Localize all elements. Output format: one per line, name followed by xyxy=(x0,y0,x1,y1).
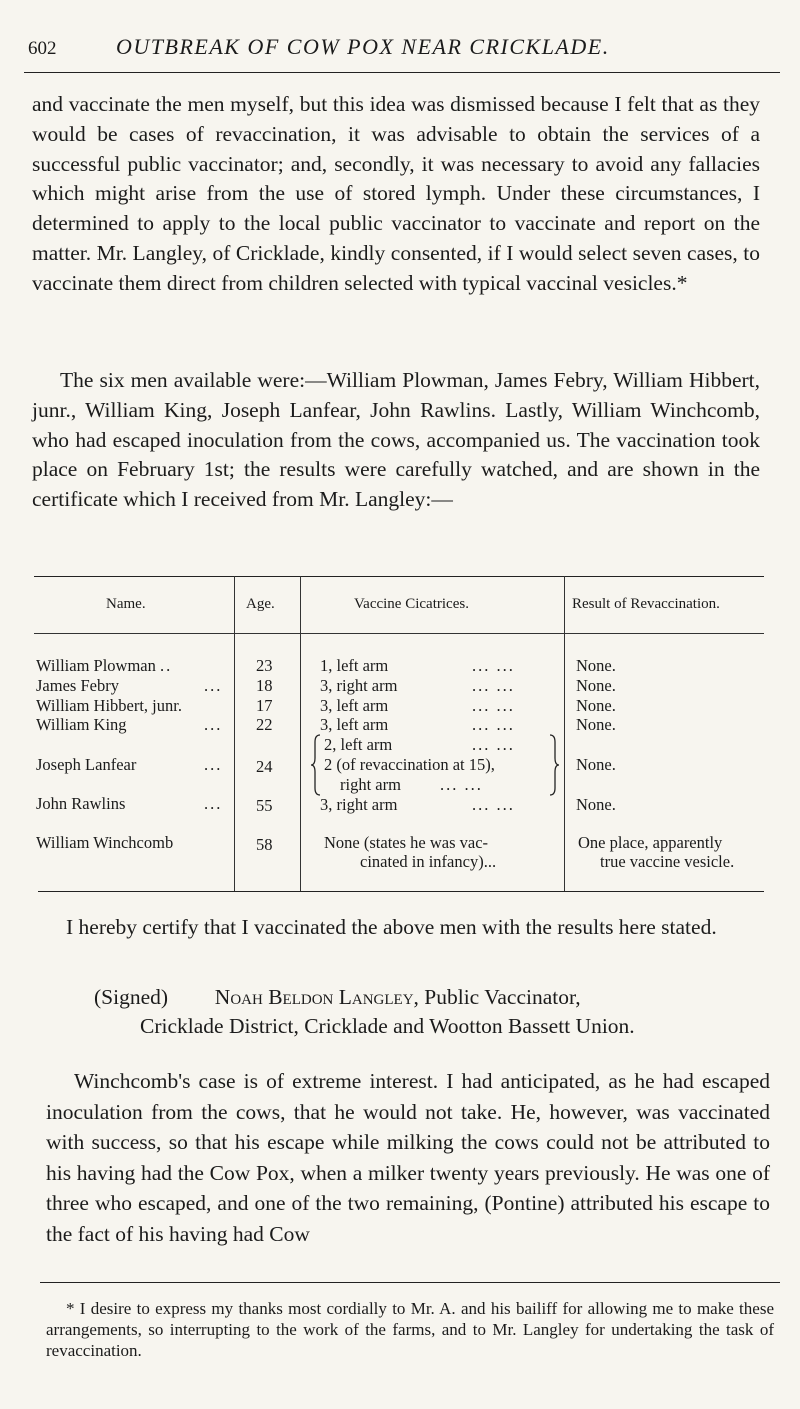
signed-label: (Signed) xyxy=(94,985,169,1009)
footnote-text: * I desire to express my thanks most cordially to Mr. A. and his bailiff for allowing me to make these arrangements, so interrupting to the work of the farms, and to Mr. Langley for undertaking the task of revaccination. xyxy=(46,1299,774,1360)
table-bottom-rule xyxy=(38,891,764,892)
left-brace-icon xyxy=(310,734,322,796)
name-leader-dots: ... xyxy=(204,755,223,774)
name-text: William Hibbert, junr. xyxy=(36,696,182,715)
table-row-result: None. xyxy=(576,676,616,695)
revaccination-table xyxy=(34,576,764,894)
cicatrices-text: 3, right arm xyxy=(320,795,398,814)
name-leader-dots: ... xyxy=(204,794,223,813)
right-brace-icon xyxy=(548,734,560,796)
cicatrices-text: right arm xyxy=(340,775,401,794)
name-text: William King xyxy=(36,715,127,734)
table-row-age: 18 xyxy=(256,676,273,695)
cicatrices-text: 2, left arm xyxy=(324,735,393,754)
cicatrices-leader-dots: ... ... xyxy=(472,696,515,715)
cicatrices-leader-dots: ... ... xyxy=(472,795,515,814)
table-row-age: 17 xyxy=(256,696,273,715)
paragraph-3 xyxy=(46,1066,770,1249)
table-row-cicatrices xyxy=(320,676,515,695)
cicatrices-text: 1, left arm xyxy=(320,656,389,675)
table-row-cicatrices xyxy=(320,656,515,675)
name-leader-dots: ... xyxy=(204,676,223,695)
signatory-name: Noah Beldon Langley, xyxy=(214,985,419,1009)
table-row-result-line2: true vaccine vesicle. xyxy=(600,852,735,871)
footnote xyxy=(46,1298,774,1361)
certify-text: I hereby certify that I vaccinated the above men with the results here stated. xyxy=(66,915,717,939)
table-row-result: None. xyxy=(576,755,616,774)
header-rule xyxy=(24,72,780,73)
page-header xyxy=(24,30,760,70)
table-row-age: 23 xyxy=(256,656,273,675)
column-divider xyxy=(564,576,565,891)
table-row-result: None. xyxy=(576,656,616,675)
table-row-name xyxy=(36,676,223,695)
cicatrices-leader-dots: ... ... xyxy=(472,715,515,734)
table-row-result: None. xyxy=(576,715,616,734)
cicatrices-leader-dots: ... ... xyxy=(472,676,515,695)
cicatrices-leader-dots: ... ... xyxy=(440,775,483,794)
signature-line xyxy=(94,982,794,1012)
column-divider xyxy=(234,576,235,891)
district-line: Cricklade District, Cricklade and Wootton Bassett Union. xyxy=(140,1014,635,1038)
name-text: John Rawlins xyxy=(36,794,126,813)
header-name: Name. xyxy=(106,596,146,612)
table-row-result: None. xyxy=(576,795,616,814)
name-text: William Plowman xyxy=(36,656,156,675)
signatory-title: Public Vaccinator, xyxy=(424,985,581,1009)
table-row-name xyxy=(36,755,223,774)
table-row-cicatrices xyxy=(320,715,515,734)
name-text: James Febry xyxy=(36,676,119,695)
header-result: Result of Revaccination. xyxy=(572,596,720,612)
table-row-cicatrices-line3 xyxy=(340,775,483,794)
cicatrices-leader-dots: ... ... xyxy=(472,735,515,754)
name-text: Joseph Lanfear xyxy=(36,755,137,774)
name-leader-dots: .. xyxy=(160,656,173,675)
paragraph-1-text: and vaccinate the men myself, but this idea was dismissed because I felt that as they would be cases of revaccination, it was advisable to obtain the services of a successful public vaccinator; and, secondly, it was necessary to avoid any fallacies which might arise from the use of stored lymph. Under these circumstances, I determined to apply to the local public vaccinator to vaccinate and report on the matter. Mr. Langley, of Cricklade, kindly consented, if I would select seven cases, to vaccinate them direct from children selected with typical vaccinal vesicles.* xyxy=(32,92,760,295)
cicatrices-text: 3, left arm xyxy=(320,696,389,715)
table-row-name xyxy=(36,715,223,734)
paragraph-1 xyxy=(32,90,760,299)
table-header-rule xyxy=(34,633,764,634)
table-row-cicatrices: None (states he was vac- xyxy=(324,833,489,852)
cicatrices-text: 3, right arm xyxy=(320,676,398,695)
table-row-name xyxy=(36,656,172,675)
table-row-name: William Winchcomb xyxy=(36,833,174,852)
table-row-name xyxy=(36,794,223,813)
table-row-age: 58 xyxy=(256,835,273,854)
table-row-name xyxy=(36,696,182,715)
table-row-result: None. xyxy=(576,696,616,715)
table-row-age: 22 xyxy=(256,715,273,734)
table-row-cicatrices xyxy=(320,795,515,814)
page-number: 602 xyxy=(28,38,57,59)
table-row-cicatrices-line2: 2 (of revaccination at 15), xyxy=(324,755,495,774)
table-row-result: One place, apparently xyxy=(578,833,723,852)
paragraph-2 xyxy=(32,366,760,515)
paragraph-3-text: Winchcomb's case is of extreme interest. I had anticipated, as he had escaped inoculation from the cows, that he would not take. He, however, was vaccinated with success, so that his escape while milking the cows could not be attributed to his having had the Cow Pox, when a milker twenty years previously. He was one of three who escaped, and one of the two remaining, (Pontine) attributed his escape to the fact of his having had Cow xyxy=(46,1069,770,1246)
column-divider xyxy=(300,576,301,891)
table-row-age: 55 xyxy=(256,796,273,815)
table-row-cicatrices xyxy=(320,696,515,715)
header-age: Age. xyxy=(246,596,275,612)
cicatrices-text: 3, left arm xyxy=(320,715,389,734)
name-leader-dots: ... xyxy=(204,715,223,734)
paragraph-2-text: The six men available were:—William Plowman, James Febry, William Hibbert, junr., William King, Joseph Lanfear, John Rawlins. Lastly, William Winchcomb, who had escaped inoculation from the cows, accompanied us. The vaccination took place on February 1st; the results were carefully watched, and are shown in the certificate which I received from Mr. Langley:— xyxy=(32,368,760,512)
header-cicatrices: Vaccine Cicatrices. xyxy=(354,596,469,612)
table-row-cicatrices-line2: cinated in infancy)... xyxy=(360,852,497,871)
certificate-statement xyxy=(66,912,766,942)
cicatrices-leader-dots: ... ... xyxy=(472,656,515,675)
table-top-rule xyxy=(34,576,764,577)
running-title: OUTBREAK OF COW POX NEAR CRICKLADE. xyxy=(116,34,610,59)
table-row-cicatrices xyxy=(324,735,515,754)
footnote-rule xyxy=(40,1282,780,1283)
table-row-age: 24 xyxy=(256,757,273,776)
